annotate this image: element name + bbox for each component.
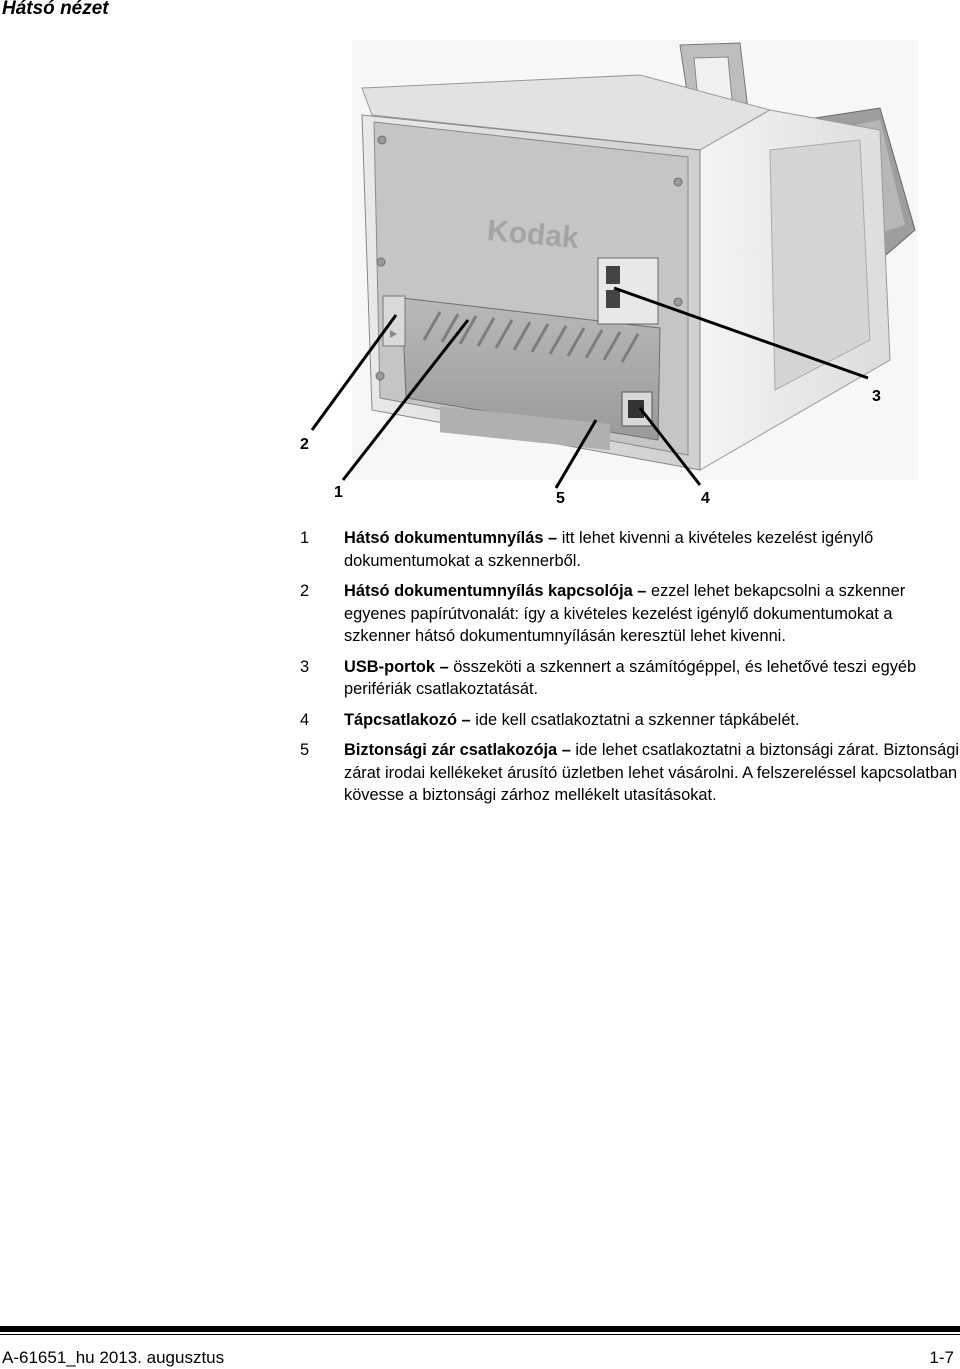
item-term: Tápcsatlakozó <box>344 710 457 729</box>
item-dash: – <box>543 529 562 547</box>
list-item <box>300 527 960 572</box>
item-term: Hátsó dokumentumnyílás kapcsolója <box>344 582 633 600</box>
item-dash: – <box>632 582 651 600</box>
item-text: ide lehet csatlakoztatni a biztonsági zárat. Biztonsági zárat irodai kellékeket árusító üzletben lehet vásárolni. A felszereléssel kapcsolatban kövesse a biztonsági zárhoz mellékelt utasításokat. <box>344 741 959 804</box>
kodak-logo: Kodak <box>485 214 581 256</box>
item-term: USB-portok <box>344 657 436 676</box>
exit-switch <box>383 296 405 346</box>
list-item <box>300 739 960 807</box>
item-number: 4 <box>300 710 310 729</box>
description-list <box>300 527 960 815</box>
scanner-rear-view-figure <box>0 0 960 520</box>
item-number: 2 <box>300 582 310 600</box>
item-dash: – <box>456 710 476 729</box>
item-text: ezzel lehet bekapcsolni a szkenner egyenes papírútvonalát: így a kivételes kezelést igénylő dokumentumokat a szkenner hátsó dokumentumnyílásán keresztül lehet kivenni. <box>344 582 906 645</box>
scanner-illustration <box>0 0 960 520</box>
item-text: összeköti a szkennert a számítógéppel, és lehetővé teszi egyéb perifériák csatlakoztatását. <box>344 657 917 698</box>
callout-1: 1 <box>334 484 343 501</box>
footer-rule <box>0 1326 960 1332</box>
item-number: 5 <box>300 741 310 759</box>
usb-port-1 <box>606 266 620 284</box>
item-number: 1 <box>300 529 310 547</box>
item-dash: – <box>557 741 576 759</box>
page-heading: Hátsó nézet <box>2 0 109 19</box>
item-number: 3 <box>300 657 310 676</box>
usb-port-2 <box>606 290 620 308</box>
item-text: ide kell csatlakoztatni a szkenner tápkábelét. <box>475 710 800 729</box>
footer-doc-id: A-61651_hu 2013. augusztus <box>2 1348 225 1367</box>
callout-2: 2 <box>300 436 309 453</box>
footer-rule-thin <box>0 1334 960 1335</box>
list-item <box>300 656 960 701</box>
item-dash: – <box>435 657 454 676</box>
callout-3: 3 <box>872 388 881 405</box>
list-item <box>300 580 960 648</box>
item-term: Biztonsági zár csatlakozója <box>344 741 558 759</box>
list-item <box>300 709 960 732</box>
item-term: Hátsó dokumentumnyílás <box>344 529 544 547</box>
callout-5: 5 <box>556 490 565 507</box>
page-number: 1-7 <box>929 1348 954 1367</box>
item-text: itt lehet kivenni a kivételes kezelést igénylő dokumentumokat a szkennerből. <box>344 529 874 570</box>
callout-4: 4 <box>701 490 710 507</box>
